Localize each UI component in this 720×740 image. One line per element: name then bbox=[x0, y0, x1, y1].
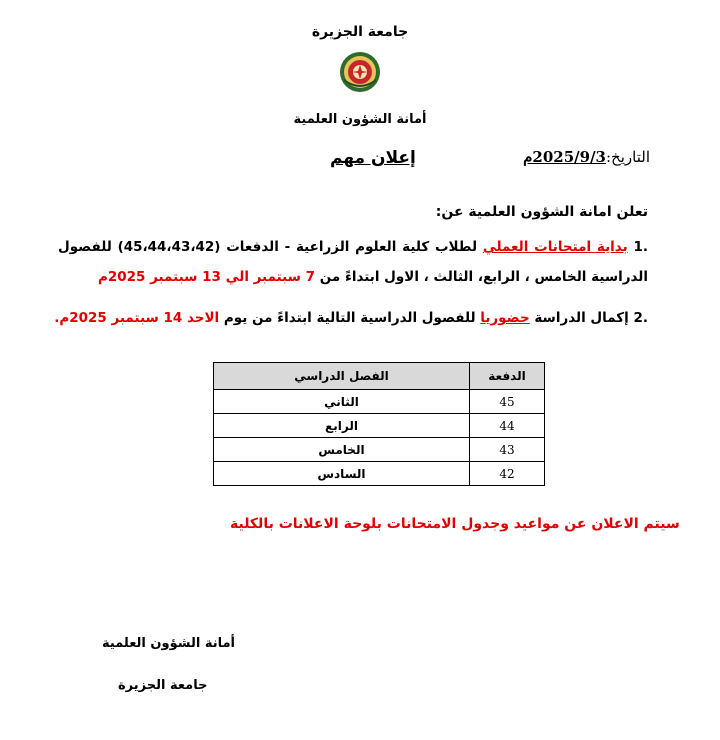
semester-cell: الخامس bbox=[214, 438, 470, 462]
item-batches: (45،44،43،42) bbox=[117, 239, 221, 255]
notice-text: سيتم الاعلان عن مواعيد وجدول الامتحانات بلوحة الاعلانات بالكلية bbox=[230, 516, 680, 532]
department-name: أمانة الشؤون العلمية bbox=[293, 112, 427, 127]
item-text: للفصول الدراسية التالية ابتداءً من يوم bbox=[223, 310, 476, 326]
item-dates: الاحد 14 سبتمبر 2025م. bbox=[54, 310, 220, 326]
date-line bbox=[523, 148, 650, 166]
table-header-row bbox=[214, 363, 545, 390]
semester-cell: الثاني bbox=[214, 390, 470, 414]
item-text: إكمال الدراسة bbox=[534, 310, 629, 326]
table-row bbox=[214, 462, 545, 486]
item-highlight: بداية امتحانات العملي bbox=[482, 239, 628, 255]
column-header-batch: الدفعة bbox=[470, 363, 545, 390]
announcement-title: إعلان مهم bbox=[330, 148, 416, 168]
university-name: جامعة الجزيرة bbox=[311, 24, 409, 40]
item-dates: 7 سبتمبر الي 13 سبتمبر 2025م bbox=[97, 269, 316, 285]
item-text: لطلاب كلية العلوم الزراعية - الدفعات bbox=[226, 239, 478, 255]
university-seal-icon bbox=[338, 50, 382, 94]
table-row bbox=[214, 414, 545, 438]
batch-cell: 42 bbox=[470, 462, 545, 486]
batch-cell: 44 bbox=[470, 414, 545, 438]
batch-cell: 45 bbox=[470, 390, 545, 414]
semester-cell: الرابع bbox=[214, 414, 470, 438]
signature-university: جامعة الجزيرة bbox=[118, 678, 208, 693]
item-text: للفصول الدراسية الخامس ، الرابع، الثالث ، الاول ابتداءً من bbox=[58, 239, 648, 285]
intro-text: تعلن امانة الشؤون العلمية عن: bbox=[435, 204, 648, 220]
table-row bbox=[214, 438, 545, 462]
batch-cell: 43 bbox=[470, 438, 545, 462]
list-item-1 bbox=[58, 232, 648, 292]
schedule-table bbox=[213, 362, 545, 486]
item-number: .2 bbox=[633, 310, 648, 326]
date-label: التاريخ: bbox=[606, 148, 650, 166]
signature-department: أمانة الشؤون العلمية bbox=[102, 636, 235, 651]
item-highlight: حضوريا bbox=[480, 310, 530, 326]
table-row bbox=[214, 390, 545, 414]
list-item-2 bbox=[48, 310, 648, 326]
semester-cell: السادس bbox=[214, 462, 470, 486]
date-value: 2025/9/3م bbox=[523, 148, 606, 166]
column-header-semester: الفصل الدراسي bbox=[214, 363, 470, 390]
item-number: .1 bbox=[633, 239, 648, 255]
